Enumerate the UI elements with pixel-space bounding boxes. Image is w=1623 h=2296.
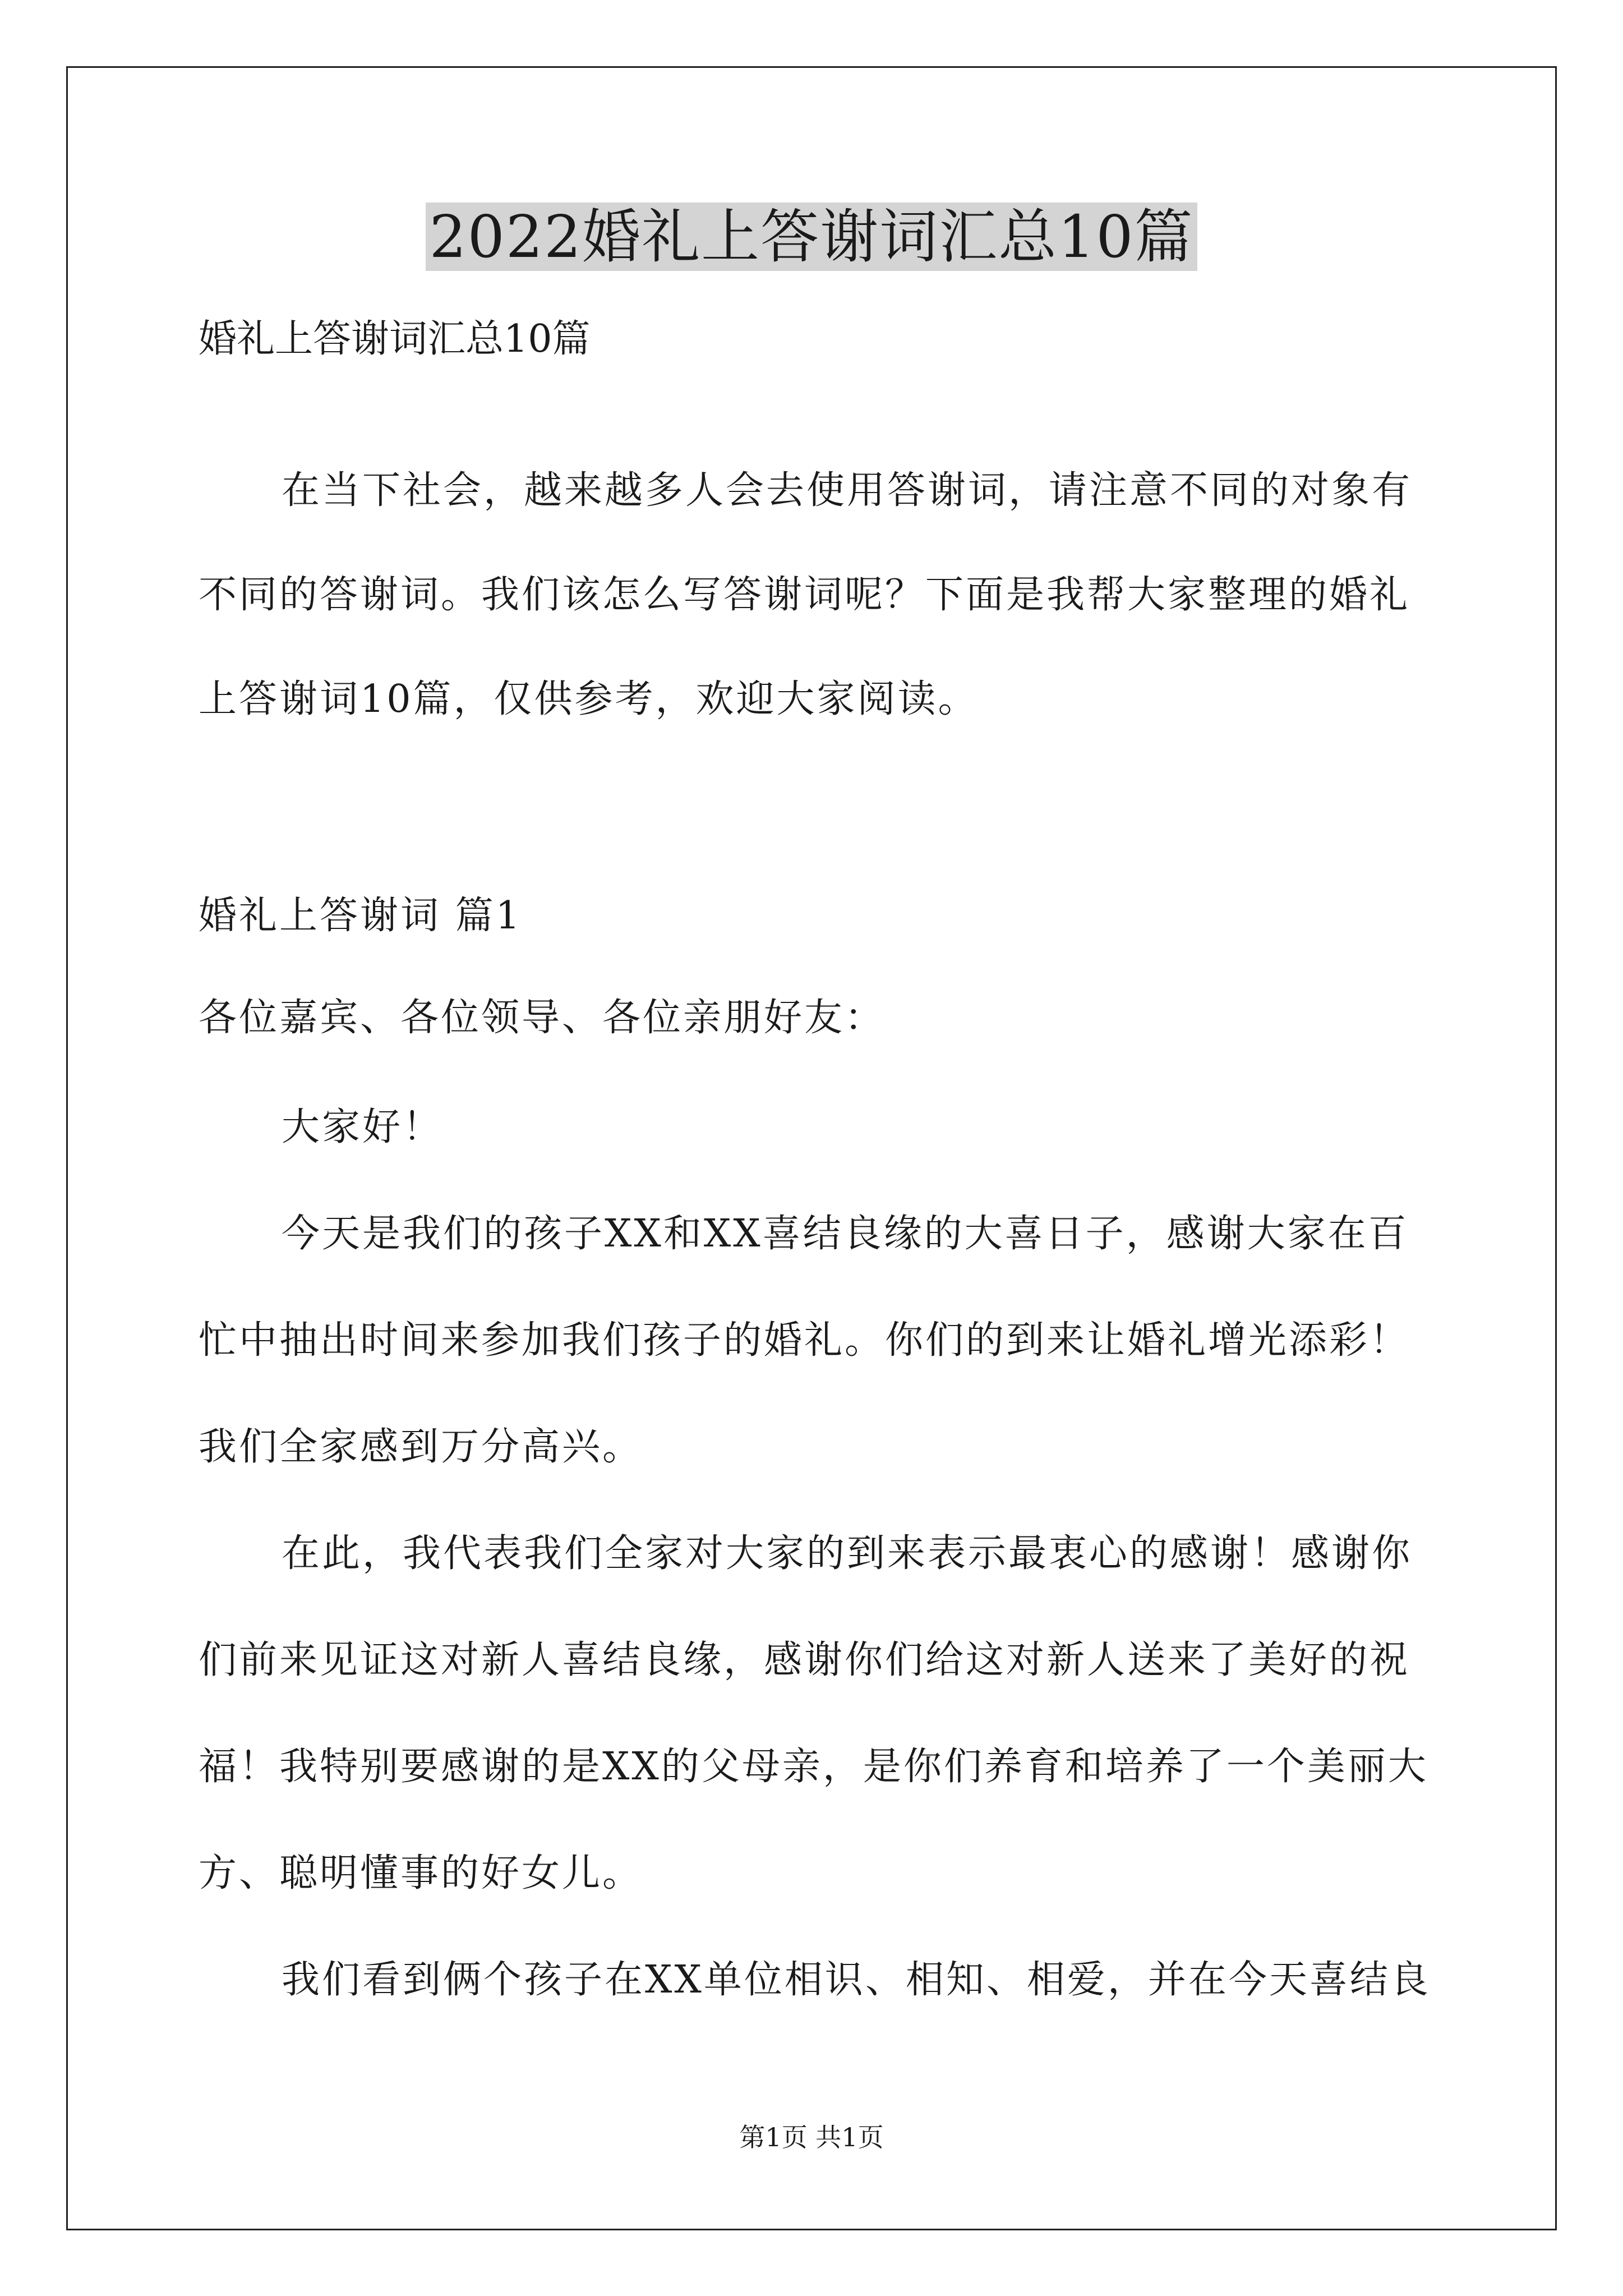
paragraph-line: 在当下社会，越来越多人会去使用答谢词，请注意不同的对象有: [282, 468, 1413, 513]
page-footer: 第1页 共1页: [739, 2122, 884, 2152]
paragraph-line: 方、聪明懂事的好女儿。: [199, 1851, 643, 1895]
document-title: [0, 197, 1623, 276]
paragraph-line: 忙中抽出时间来参加我们孩子的婚礼。你们的到来让婚礼增光添彩！: [199, 1318, 1410, 1363]
paragraph-line: 上答谢词10篇，仅供参考，欢迎大家阅读。: [199, 677, 979, 721]
greeting: 大家好！: [282, 1105, 444, 1149]
paragraph-line: 我们看到俩个孩子在XX单位相识、相知、相爱，并在今天喜结良: [282, 1958, 1431, 2002]
paragraph-line: 今天是我们的孩子XX和XX喜结良缘的大喜日子，感谢大家在百: [282, 1212, 1409, 1256]
section-heading: 婚礼上答谢词 篇1: [199, 894, 522, 938]
paragraph-line: 我们全家感到万分高兴。: [199, 1425, 643, 1469]
paragraph-line: 福！我特别要感谢的是XX的父母亲，是你们养育和培养了一个美丽大: [199, 1745, 1428, 1789]
paragraph-line: 不同的答谢词。我们该怎么写答谢词呢？下面是我帮大家整理的婚礼: [199, 573, 1410, 617]
salutation: 各位嘉宾、各位领导、各位亲朋好友：: [199, 996, 886, 1040]
paragraph-line: 在此，我代表我们全家对大家的到来表示最衷心的感谢！感谢你: [282, 1531, 1413, 1576]
document-subtitle: 婚礼上答谢词汇总10篇: [199, 317, 591, 361]
document-title-text: 2022婚礼上答谢词汇总10篇: [426, 203, 1197, 271]
paragraph-line: 们前来见证这对新人喜结良缘，感谢你们给这对新人送来了美好的祝: [199, 1638, 1410, 1682]
